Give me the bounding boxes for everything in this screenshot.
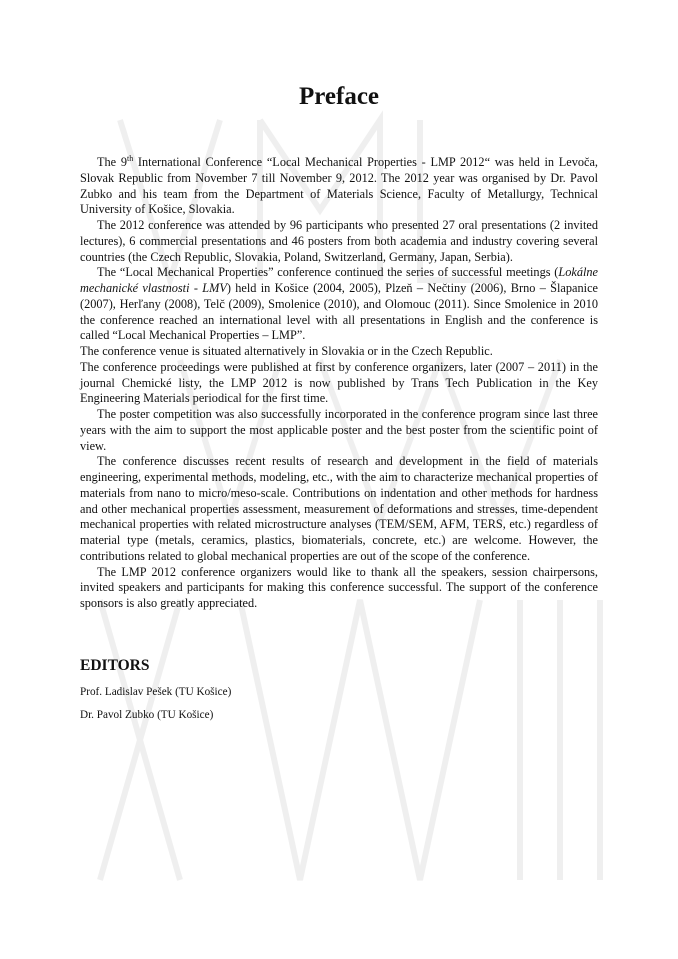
lmv-italic-name: Lokálne mechanické vlastnosti - LMV (80, 265, 598, 296)
paragraph-proceedings: The conference proceedings were published at first by conference organizers, later (2007 – 2011) in the journal Chemické listy, the LMP 2012 is now published by Trans Tech Publication in the Key Engineering Materials periodical for the first time. (80, 359, 598, 406)
preface-body (80, 151, 598, 612)
page-title: Preface (298, 83, 380, 110)
paragraph-venue: The conference venue is situated alternatively in Slovakia or in the Czech Republic. (80, 344, 493, 359)
editor-name: Prof. Ladislav Pešek (TU Košice) (80, 686, 232, 698)
paragraph-conference-intro: The 9th International Conference “Local Mechanical Properties - LMP 2012“ was held in Levoča, Slovak Republic from November 7 till November 9, 2012. The 2012 year was organised by Dr. Pavol Zubko and his team from the Department of Materials Science, Faculty of Metallurgy, Technical University of Košice, Slovakia. (80, 154, 599, 217)
ordinal-superscript: th (126, 154, 134, 163)
paragraph-acknowledgements: The LMP 2012 conference organizers would like to thank all the speakers, session chairpersons, invited speakers and participants for making this conference successful. The support of the conference sponsors is also greatly appreciated. (80, 564, 598, 611)
paragraph-scope: The conference discusses recent results of research and development in the field of materials engineering, experimental methods, modeling, etc., with the aim to characterize mechanical properties of materials from nano to micro/meso-scale. Contributions on indentation and other methods for hardness and other mechanical properties assessment, measurement of deformations and stresses, time-dependent mechanical properties with related microstructure analyses (TEM/SEM, AFM, TERS, etc.) regardless of material type (metals, ceramics, plastics, biomaterials, concrete, etc.) are welcome. However, the contributions related to global mechanical properties are out of the scope of the conference. (80, 454, 598, 563)
paragraph-history: The “Local Mechanical Properties” conference continued the series of successful meetings (Lokálne mechanické vlastnosti - LMV) held in Košice (2004, 2005), Plzeň – Nečtiny (2006), Brno – Šlapanice (2007), Herľany (2008), Telč (2009), Smolenice (2010), and Olomouc (2011). Since Smolenice in 2010 the conference reached an international level with all presentations in English and the conference is called “Local Mechanical Properties – LMP”. (80, 265, 598, 343)
paragraph-poster-competition: The poster competition was also successfully incorporated in the conference program since last three years with the aim to support the most applicable poster and the best poster from the scientific point of view. (80, 407, 598, 453)
editor-name: Dr. Pavol Zubko (TU Košice) (80, 709, 214, 721)
editors-heading: EDITORS (80, 657, 150, 674)
paragraph-attendance: The 2012 conference was attended by 96 participants who presented 27 oral presentations (2 invited lectures), 6 commercial presentations and 46 posters from both academia and industry covering several countries (the Czech Republic, Slovakia, Poland, Switzerland, Germany, Japan, Serbia). (80, 218, 598, 264)
